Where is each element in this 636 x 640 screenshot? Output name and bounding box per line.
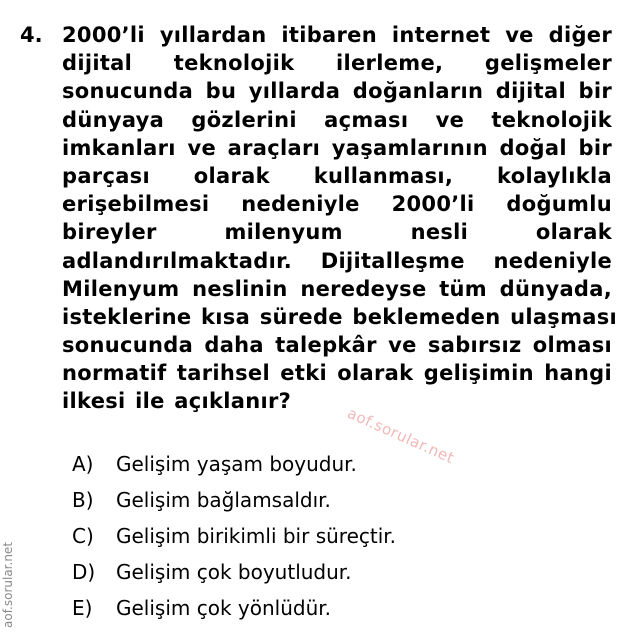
answer-options <box>72 446 572 626</box>
option-letter: A) <box>72 452 94 476</box>
question-line: imkanları ve araçları yaşamlarının doğal bir <box>62 135 612 160</box>
question-line: 2000’li yıllardan itibaren internet ve diğer <box>62 23 612 47</box>
option-a[interactable] <box>72 446 572 482</box>
option-letter: D) <box>72 560 96 584</box>
option-text: Gelişim yaşam boyudur. <box>116 452 357 476</box>
question-line: Milenyum neslinin neredeyse tüm dünyada, <box>62 276 612 301</box>
question-line: bireyler milenyum nesli olarak <box>62 220 612 245</box>
question-number: 4. <box>20 23 43 47</box>
option-e[interactable] <box>72 590 572 626</box>
option-text: Gelişim birikimli bir süreçtir. <box>116 524 397 548</box>
question-text <box>62 21 618 416</box>
question-line: dijital teknolojik ilerleme, gelişmeler <box>62 51 612 76</box>
option-d[interactable] <box>72 554 572 590</box>
question-line: sonucunda daha talepkâr ve sabırsız olması <box>62 333 612 358</box>
watermark-diagonal: aof.sorular.net <box>344 404 458 468</box>
option-c[interactable] <box>72 518 572 554</box>
question-line: dünyaya gözlerini açması ve teknolojik <box>62 107 612 132</box>
watermark-vertical: aof.sorular.net <box>1 541 15 628</box>
question-line: normatif tarihsel etki olarak gelişimin hangi <box>62 361 612 386</box>
option-letter: C) <box>72 524 94 548</box>
option-text: Gelişim çok boyutludur. <box>116 560 352 584</box>
question-line: sonucunda bu yıllarda doğanların dijital bir <box>62 79 612 104</box>
option-letter: B) <box>72 488 94 512</box>
question-line: erişebilmesi nedeniyle 2000’li doğumlu <box>62 192 612 217</box>
option-text: Gelişim bağlamsaldır. <box>116 488 331 512</box>
question-line: isteklerine kısa sürede beklemeden ulaşması <box>62 304 618 329</box>
question-line: parçası olarak kullanması, kolaylıkla <box>62 163 612 188</box>
option-b[interactable] <box>72 482 572 518</box>
question-line: ilkesi ile açıklanır? <box>62 389 292 414</box>
question-line: adlandırılmaktadır. Dijitalleşme nedeniyle <box>62 248 612 273</box>
option-text: Gelişim çok yönlüdür. <box>116 596 331 620</box>
option-letter: E) <box>72 596 93 620</box>
